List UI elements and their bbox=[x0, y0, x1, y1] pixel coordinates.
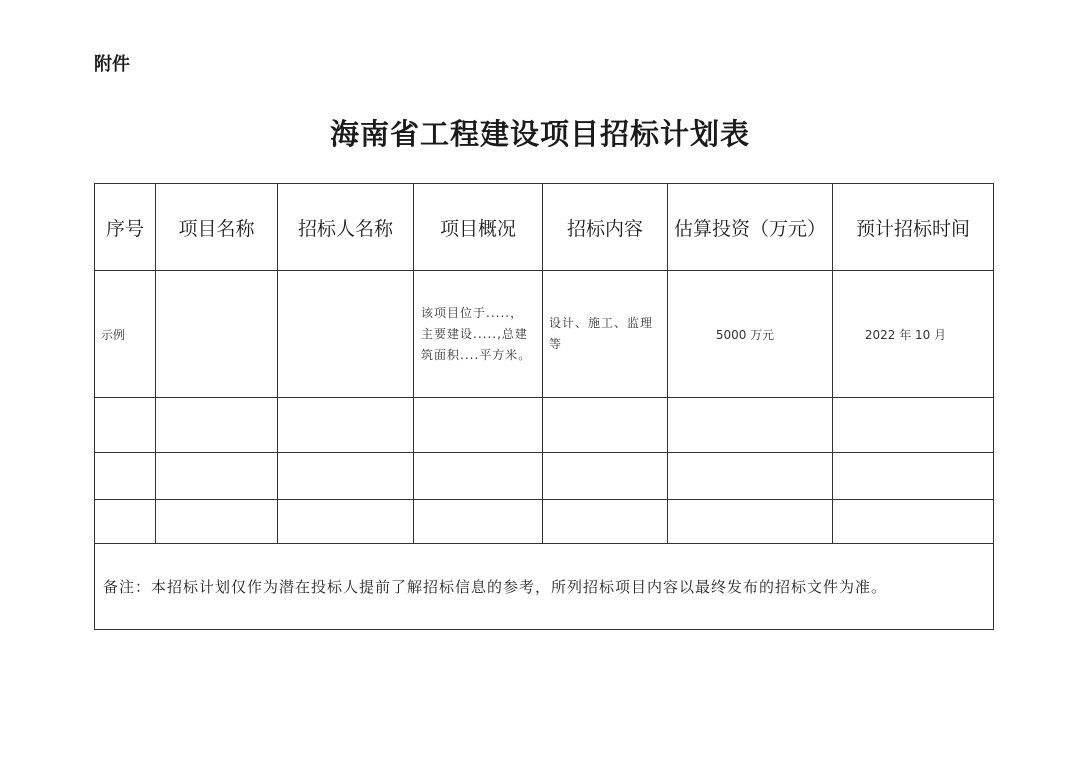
header-tenderer: 招标人名称 bbox=[278, 184, 414, 271]
table-cell bbox=[278, 453, 414, 500]
header-investment: 估算投资（万元） bbox=[668, 184, 833, 271]
table-row bbox=[95, 500, 994, 544]
table-cell bbox=[668, 453, 833, 500]
remark-row bbox=[95, 544, 994, 630]
table-cell bbox=[668, 398, 833, 453]
attachment-label: 附件 bbox=[94, 54, 130, 75]
tender-plan-table bbox=[94, 183, 994, 630]
header-overview: 项目概况 bbox=[414, 184, 543, 271]
table-cell bbox=[543, 500, 668, 544]
example-overview: 该项目位于.....，主要建设.....,总建筑面积....平方米。 bbox=[414, 271, 543, 398]
table-cell bbox=[668, 500, 833, 544]
table-cell bbox=[833, 398, 994, 453]
example-tenderer bbox=[278, 271, 414, 398]
header-time: 预计招标时间 bbox=[833, 184, 994, 271]
table-cell bbox=[278, 500, 414, 544]
table-cell bbox=[278, 398, 414, 453]
example-seq: 示例 bbox=[95, 271, 156, 398]
example-investment: 5000 万元 bbox=[668, 271, 833, 398]
table-cell bbox=[156, 398, 278, 453]
table-cell bbox=[95, 398, 156, 453]
table-row bbox=[95, 398, 994, 453]
table-cell bbox=[543, 453, 668, 500]
header-project-name: 项目名称 bbox=[156, 184, 278, 271]
table-cell bbox=[95, 453, 156, 500]
header-seq: 序号 bbox=[95, 184, 156, 271]
table-cell bbox=[543, 398, 668, 453]
example-project-name bbox=[156, 271, 278, 398]
table-cell bbox=[833, 453, 994, 500]
table-cell bbox=[95, 500, 156, 544]
table-cell bbox=[414, 500, 543, 544]
table-cell bbox=[833, 500, 994, 544]
table-row bbox=[95, 453, 994, 500]
header-content: 招标内容 bbox=[543, 184, 668, 271]
table-cell bbox=[156, 500, 278, 544]
remark-text: 备注：本招标计划仅作为潜在投标人提前了解招标信息的参考，所列招标项目内容以最终发布的招标文件为准。 bbox=[95, 544, 994, 630]
table-cell bbox=[414, 398, 543, 453]
header-row bbox=[95, 184, 994, 271]
table-cell bbox=[156, 453, 278, 500]
example-time: 2022 年 10 月 bbox=[833, 271, 994, 398]
example-row bbox=[95, 271, 994, 398]
document-title: 海南省工程建设项目招标计划表 bbox=[329, 117, 750, 151]
table-cell bbox=[414, 453, 543, 500]
example-content: 设计、施工、监理等 bbox=[543, 271, 668, 398]
